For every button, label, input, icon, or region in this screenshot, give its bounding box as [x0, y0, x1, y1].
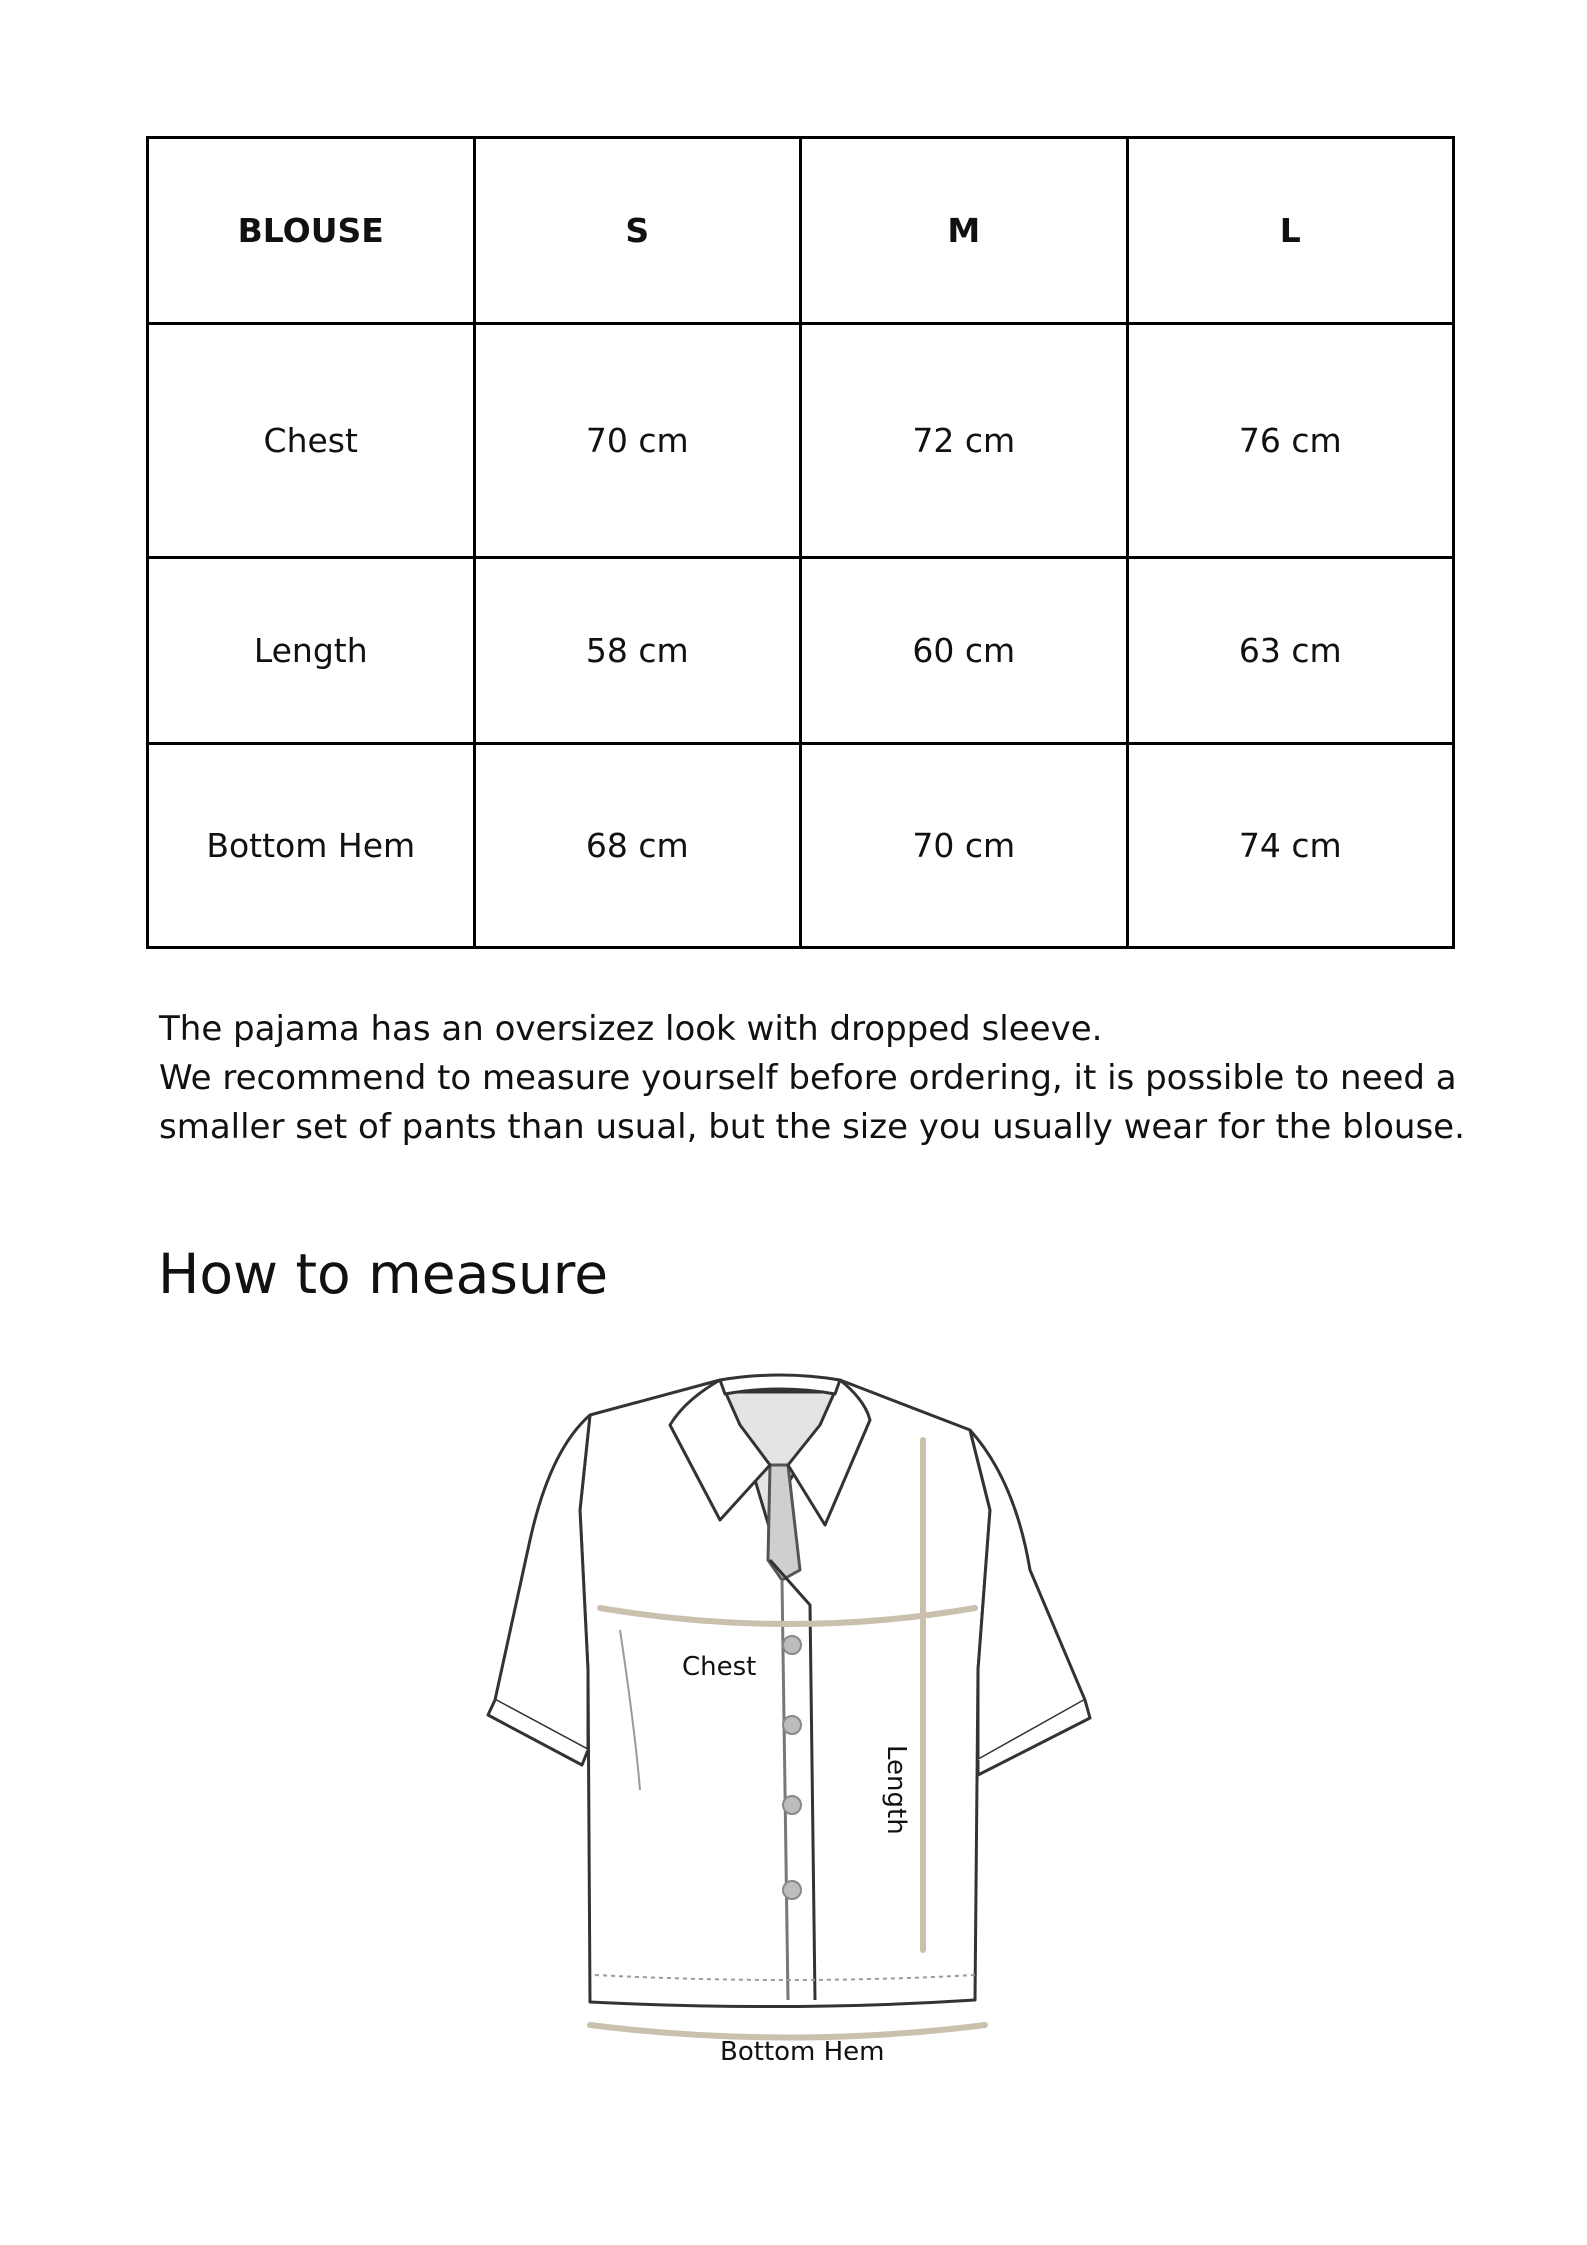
table-cell: 63 cm [1127, 558, 1454, 744]
table-cell: 60 cm [801, 558, 1128, 744]
table-cell: 72 cm [801, 324, 1128, 558]
note-line: We recommend to measure yourself before ordering, it is possible to need a smaller set of pants than usual, but the size you usually wear for the blouse. [159, 1058, 1465, 1147]
table-header-row [148, 138, 1454, 324]
table-cell: 70 cm [474, 324, 801, 558]
table-cell: 58 cm [474, 558, 801, 744]
button-icon [783, 1881, 801, 1899]
row-label: Length [148, 558, 475, 744]
table-row [148, 324, 1454, 558]
how-to-measure-heading: How to measure [158, 1242, 609, 1306]
hem-measure-line [590, 2025, 985, 2038]
table-cell: 74 cm [1127, 744, 1454, 948]
length-label: Length [881, 1745, 911, 1835]
button-icon [783, 1796, 801, 1814]
table-row [148, 558, 1454, 744]
header-cell: L [1127, 138, 1454, 324]
header-cell: M [801, 138, 1128, 324]
header-cell: S [474, 138, 801, 324]
row-label: Chest [148, 324, 475, 558]
table-cell: 70 cm [801, 744, 1128, 948]
table-cell: 68 cm [474, 744, 801, 948]
header-cell: BLOUSE [148, 138, 475, 324]
size-chart-table [146, 136, 1455, 949]
button-icon [783, 1636, 801, 1654]
note-line: The pajama has an oversizez look with dropped sleeve. [159, 1009, 1103, 1049]
table-cell: 76 cm [1127, 324, 1454, 558]
button-icon [783, 1716, 801, 1734]
table-row [148, 744, 1454, 948]
blouse-measure-illustration [470, 1370, 1110, 2060]
blouse-drawing [488, 1375, 1090, 2007]
hem-label: Bottom Hem [720, 2037, 885, 2060]
row-label: Bottom Hem [148, 744, 475, 948]
fit-note [159, 1005, 1479, 1152]
chest-label: Chest [682, 1652, 757, 1682]
